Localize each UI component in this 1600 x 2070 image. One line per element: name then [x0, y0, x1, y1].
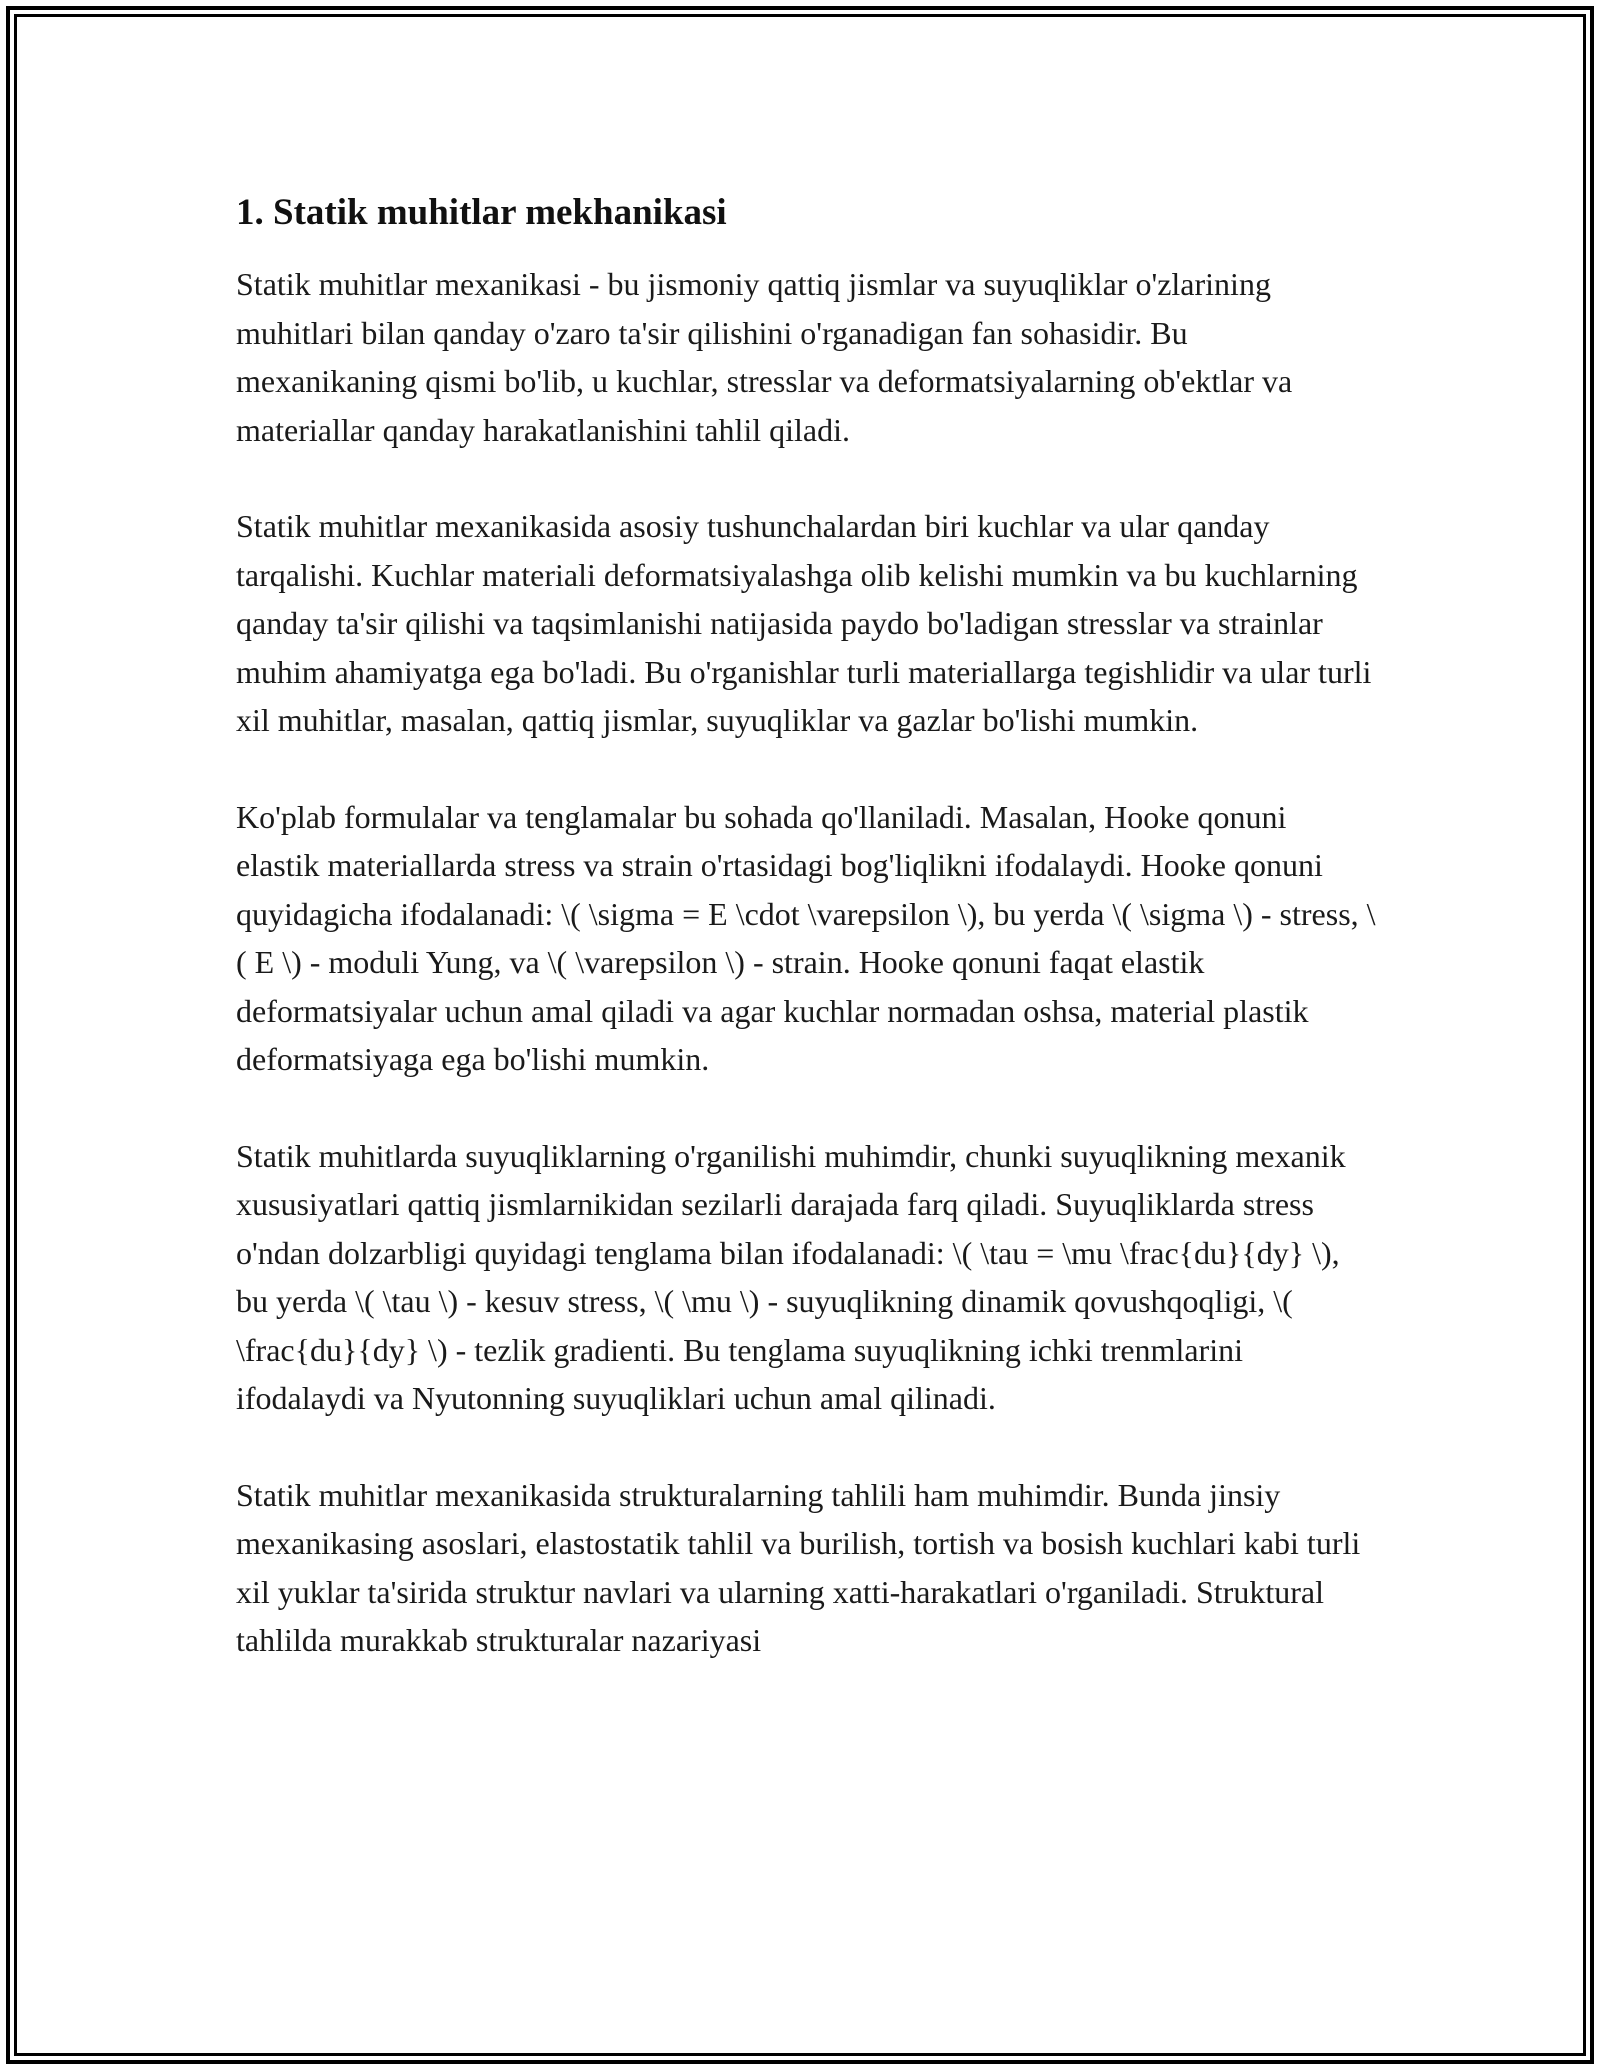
paragraph-forces: Statik muhitlar mexanikasida asosiy tushunchalardan biri kuchlar va ular qanday tarqalishi. Kuchlar materiali deformatsiyalashga olib kelishi mumkin va bu kuchlarning qanday ta'sir qilishi va taqsimlanishi natijasida paydo bo'ladigan stresslar va strainlar muhim ahamiyatga ega bo'ladi. Bu o'rganishlar turli materiallarga tegishlidir va ular turli xil muhitlar, masalan, qattiq jismlar, suyuqliklar va gazlar bo'lishi mumkin. — [236, 508, 1372, 738]
document-body — [236, 186, 1376, 1713]
paragraph-structures: Statik muhitlar mexanikasida strukturalarning tahlili ham muhimdir. Bunda jinsiy mexanikasing asoslari, elastostatik tahlil va burilish, tortish va bosish kuchlari kabi turli xil yuklar ta'sirida struktur navlari va ularning xatti-harakatlari o'rganiladi. Struktural tahlilda murakkab strukturalar nazariyasi — [236, 1476, 1361, 1658]
paragraph-fluids: Statik muhitlarda suyuqliklarning o'rganilishi muhimdir, chunki suyuqlikning mexanik xususiyatlari qattiq jismlarnikidan sezilarli darajada farq qiladi. Suyuqliklarda stress o'ndan dolzarbligi quyidagi tenglama bilan ifodalanadi: \( \tau = \mu \frac{du}{dy} \), bu yerda \( \tau \) - kesuv stress, \( \mu \) - suyuqlikning dinamik qovushqoqligi, \( \frac{du}{dy} \) - tezlik gradienti. Bu tenglama suyuqlikning ichki trenmlarini ifodalaydi va Nyutonning suyuqliklari uchun amal qilinadi. — [236, 1137, 1346, 1416]
paragraph-hooke-law: Ko'plab formulalar va tenglamalar bu sohada qo'llaniladi. Masalan, Hooke qonuni elastik materiallarda stress va strain o'rtasidagi bog'liqlikni ifodalaydi. Hooke qonuni quyidagicha ifodalanadi: \( \sigma = E \cdot \varepsilon \), bu yerda \( \sigma \) - stress, \( E \) - moduli Yung, va \( \varepsilon \) - strain. Hooke qonuni faqat elastik deformatsiyalar uchun amal qiladi va agar kuchlar normadan oshsa, material plastik deformatsiyaga ega bo'lishi mumkin. — [236, 798, 1376, 1077]
section-heading: 1. Statik muhitlar mekhanikasi — [236, 192, 727, 233]
paragraph-intro: Statik muhitlar mexanikasi - bu jismoniy qattiq jismlar va suyuqliklar o'zlarining muhitlari bilan qanday o'zaro ta'sir qilishini o'rganadigan fan sohasidir. Bu mexanikaning qismi bo'lib, u kuchlar, stresslar va deformatsiyalarning ob'ektlar va materiallar qanday harakatlanishini tahlil qiladi. — [236, 266, 1293, 448]
